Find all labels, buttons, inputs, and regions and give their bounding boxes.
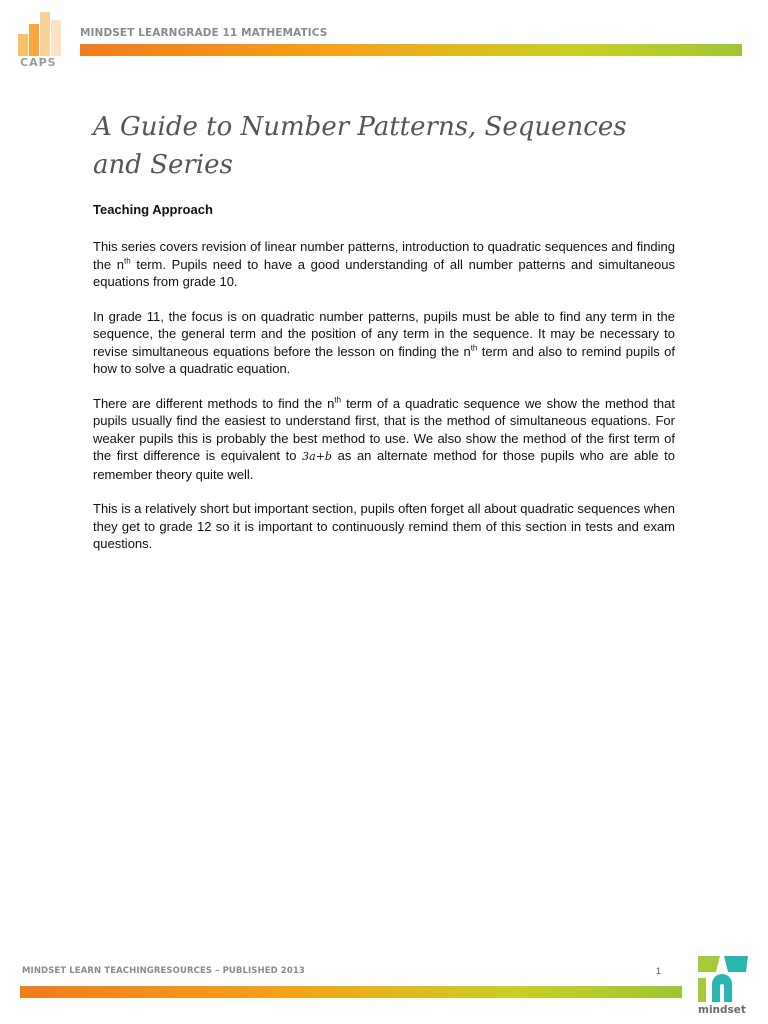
paragraph-1: This series covers revision of linear number patterns, introduction to quadratic sequences and finding the $n^{th}$ term. Pupils need to have a good understanding of all number patterns and simultaneous equations from grade 10. xyxy=(93,239,675,289)
mindset-brand-text: mindset xyxy=(698,1004,746,1016)
footer-color-bar xyxy=(20,986,682,998)
math-expression: 3a+b xyxy=(302,450,332,463)
header-color-bar xyxy=(80,44,742,56)
header-title: MINDSET LEARNGRADE 11 MATHEMATICS xyxy=(80,27,328,39)
page-number: 1 xyxy=(656,966,662,976)
document-body xyxy=(93,238,675,570)
mindset-logo-icon xyxy=(698,954,750,1002)
paragraph-4: This is a relatively short but important section, pupils often forget all about quadratic sequences when they get to grade 12 so it is important to continuously remind them of this section in tests and exam questions. xyxy=(93,501,675,551)
caps-label: CAPS xyxy=(20,56,57,69)
paragraph-2: In grade 11, the focus is on quadratic number patterns, pupils must be able to find any term in the sequence, the general term and the position of any term in the sequence. It may be necessary to revise simultaneous equations before the lesson on finding the $n^{th}$ term and also to remind pupils of how to solve a quadratic equation. xyxy=(93,308,675,376)
document-title xyxy=(93,108,693,184)
paragraph-3: There are different methods to find the $n^{th}$ term of a quadratic sequence we show the method that pupils usually find the easiest to understand first, that is the method of simultaneous equations. For weaker pupils this is probably the best method to use. We also show the method of the first term of the first difference is equivalent to 3a+b as an alternate method for those pupils who are able to remember theory quite well. xyxy=(93,395,676,482)
document-title-line-1: A Guide to Number Patterns, Sequences xyxy=(93,112,627,142)
section-heading: Teaching Approach xyxy=(93,202,213,217)
footer-text: MINDSET LEARN TEACHINGRESOURCES – PUBLISHED 2013 xyxy=(22,966,305,976)
document-title-line-2: and Series xyxy=(93,150,233,180)
